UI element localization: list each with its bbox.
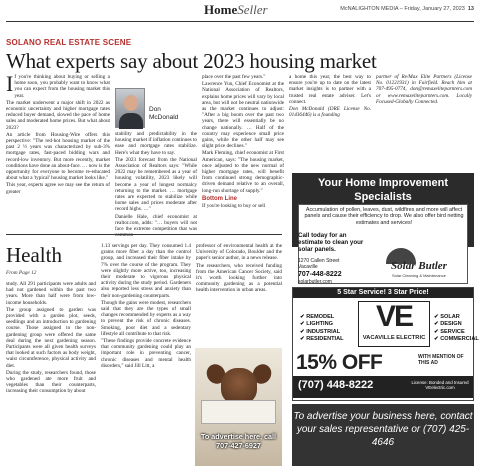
header-dateline: McNALIGHTON MEDIA – Friday, January 27, 2023 13: [340, 6, 474, 12]
jump-line: From Page 12: [6, 270, 37, 276]
author-photo: [115, 88, 145, 128]
article-column-5: partner of Re/Max Elite Partners (License No. 01221931) in Fairfield. Reach him at 707-495-0774, don@remaxeliteparnters.com or www.remaxeliteparnters.com. Locally Focused-Globally Connected.: [376, 74, 472, 105]
dog-image: [221, 368, 257, 404]
star-service-banner: 5 Star Service! 3 Star Price!: [293, 288, 473, 298]
solar-address: 1270 Callen Street Vacaville: [298, 258, 340, 270]
home-seller-logo: HomeSeller: [204, 2, 268, 17]
dog-ad-photo: [195, 348, 282, 466]
health-column-1: study. All 291 participants were adults and had not gardened within the past two years. More than half were from low-income households. The group assigned to garden was provided with a garden plot, seeds, seedlings and an introduction to gardening course. Those assigned to the non-gardening group were offered the same deal during the next gardening season. Participants were all given health surveys that looked at such factors as body weight, waist circumference, physical activity and diet. During the study, researchers found, those who gardened ate more fruit and vegetables than their counterparts, increasing their consumption by about: [6, 281, 96, 395]
services-right-list: ✔ SOLAR ✔ DESIGN ✔ SERVICE ✔ COMMERCIAL: [434, 314, 479, 343]
solar-website: solarbutler.com: [298, 279, 332, 285]
ve-logo: VE VACAVILLE ELECTRIC: [358, 301, 430, 347]
article-column-2: stability and predictability in the housing market if inflation continues to ease and mortgage rates stabilize. Here's what they have to say. The 2023 forecast from the National Association of Realtors says: "While 2022 may be remembered as a year of housing volatility, 2023 likely will become a year of longest normalcy returning to the market. … mortgage rates are expected to stabilize while home sales and prices moderate after record highs. …" Danielle Hale, chief economist at realtor.com, adds: "… buyers will not face the extreme competition that was common: [115, 131, 197, 239]
article-headline: What experts say about 2023 housing market: [6, 49, 377, 73]
services-left-list: ✔ REMODEL ✔ LIGHTING ✔ INDUSTRIAL ✔ RESIDENTIAL: [300, 314, 344, 343]
article-column-4: a home this year, the best way to ensure you're up to date on the latest market insights is to partner with a trusted real estate adviser. Let's connect. Don McDonald (DRE License No. 01436446) is a founding: [289, 74, 371, 119]
ve-license: License: Bonded and Insured VEelectric.com: [411, 380, 469, 391]
health-column-3: professor of environmental health at the University of Colorado, Boulder and the paper's senior author, in a news release. The researchers, who received funding from the American Cancer Society, said it's worth looking further into community gardening as a potential health intervention in urban areas.: [196, 243, 282, 294]
advertise-business-banner: To advertise your business here, contact your sales representative or (707) 425-4646: [292, 404, 474, 466]
section-kicker: SOLANO REAL ESTATE SCENE: [6, 38, 132, 47]
section-divider: [6, 234, 282, 235]
bottom-line-heading: Bottom Line: [202, 195, 237, 202]
advertise-here-cta: To advertise here, call 707-427-6927: [201, 432, 276, 450]
solar-butler-logo: Solar Butler Solar Cleaning & Maintenance: [376, 248, 462, 280]
mention-note: WITH MENTION OF THIS AD: [418, 354, 464, 366]
health-column-2: 1.13 servings per day. They consumed 1.4 grams more fiber a day than the control group, and increased their fiber intake by 7% over the course of the program. They were slightly more active, too, increasing their moderate to vigorous physical activity during the study period. Gardeners also reported less stress and anxiety than their non-gardening counterparts. Though the gains were modest, researchers said that they are the types of small changes recommended by experts as a way to prevent the risk of chronic diseases. Smoking, poor diet and a sedentary lifestyle all contribute to that risk. "These findings provide concrete evidence that community gardening could play an important role in preventing cancer, chronic diseases and mental health disorders," said Jill Litt, a: [101, 243, 191, 369]
solar-phone: 707-448-8222: [298, 271, 342, 278]
health-headline: Health: [6, 243, 62, 267]
solar-butler-ad: Accumulation of pollen, leaves, dust, wildfires and more will affect panels and cause their efficiency to drop. We also offer bird netting estimates and services!: [298, 204, 468, 284]
ve-phone: (707) 448-8222: [298, 379, 374, 391]
page-header: [6, 0, 474, 22]
article-column-1: If you're thinking about buying or selling a home soon, you probably want to know what you can expect from the housing market this year. The market underwent a major shift in 2022 as economic uncertainty and higher mortgage rates reduced buyer demand, slowed the pace of home sales and moderated home prices. But what about 2023? An article from Housing-Wire offers this perspective: "The red-hot housing market of the past 2 ½ years was characterized by sub-3% mortgage rates, fast-paced bidding wars and record-low inventory. But more recently, market conditions have done an about-face. … now is the opportunity for everyone to become re-educated about what a 'typical' housing market looks like." This year, experts agree we may see the return of greater: [6, 71, 110, 195]
author-byline: Don McDonald: [149, 106, 179, 121]
article-column-3: place over the past few years." Lawrence Yun, Chief Economist at the National Association of Realtors, explains home prices will vary by local area, but will not be neutral nationwide as the market continues to adjust: "After a big boom over the past two years, there will essentially be no change nationally. … Half of the country may experience small price gains, while the other half may see slight price declines." Mark Fleming, chief economist at First American, says: "The housing market, once adjusted to the new normal of higher mortgage rates, will benefit from continued strong demographic-driven demand relative to an overall, long-run shortage of supply." Bottom Line If you're looking to buy or sell: [202, 74, 284, 210]
discount-badge: 15% OFF: [296, 351, 383, 374]
home-improvement-banner: Your Home Improvement Specialists: [292, 173, 474, 247]
solar-cta: Call today for an estimate to clean your solar panels.: [298, 232, 364, 253]
